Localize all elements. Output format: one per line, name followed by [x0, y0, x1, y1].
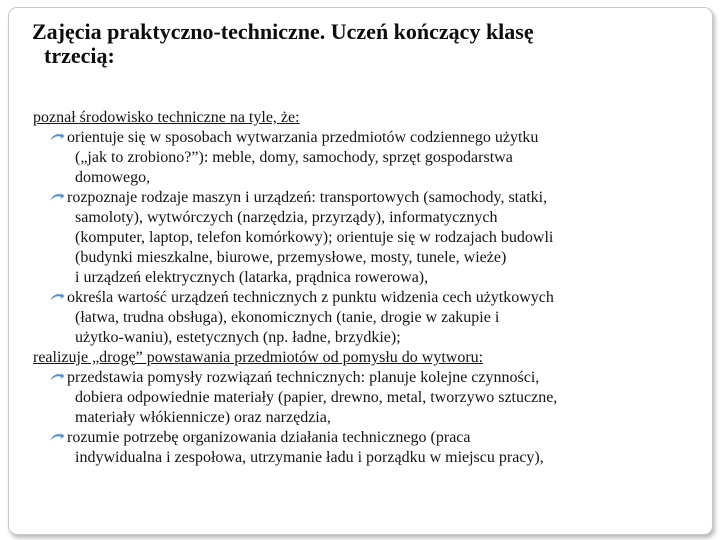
bullet-line: rozumie potrzebę organizowania działania technicznego (praca — [67, 429, 471, 446]
bullet-line: przedstawia pomysły rozwiązań technicznych: planuje kolejne czynności, — [67, 369, 540, 386]
bullet-line: rozpoznaje rodzaje maszyn i urządzeń: transportowych (samochody, statki, — [67, 189, 548, 206]
bullet-line: indywidualna i zespołowa, utrzymanie ładu i porządku w miejscu pracy), — [75, 449, 544, 466]
bullet-line: określa wartość urządzeń technicznych z punktu widzenia cech użytkowych — [67, 289, 554, 306]
bullet-item — [33, 288, 703, 348]
slide-title-line-2: trzecią: — [44, 43, 115, 68]
bullet-item — [33, 188, 703, 288]
bullet-line: (komputer, laptop, telefon komórkowy); orientuje się w rodzajach budowli — [75, 229, 554, 246]
bullet-line: domowego, — [75, 169, 151, 186]
section-heading-text: poznał środowisko techniczne na tyle, że: — [33, 109, 300, 126]
bullet-arrow-icon — [49, 192, 65, 203]
bullet-line: i urządzeń elektrycznych (latarka, prądnica rowerowa), — [75, 269, 429, 286]
bullet-line: materiały włókiennicze) oraz narzędzia, — [75, 409, 331, 426]
bullet-line: samoloty), wytwórczych (narzędzia, przyrządy), informatycznych — [75, 209, 498, 226]
bullet-item — [33, 128, 703, 188]
bullet-line: (łatwa, trudna obsługa), ekonomicznych (tanie, drogie w zakupie i — [75, 309, 500, 326]
bullet-line: (budynki mieszkalne, biurowe, przemysłowe, mosty, tunele, wieże) — [75, 249, 507, 266]
bullet-item — [33, 428, 703, 468]
bullet-line: orientuje się w sposobach wytwarzania przedmiotów codziennego użytku — [67, 129, 539, 146]
bullet-line: dobiera odpowiednie materiały (papier, drewno, metal, tworzywo sztuczne, — [75, 389, 558, 406]
bullet-item — [33, 368, 703, 428]
bullet-arrow-icon — [49, 372, 65, 383]
bullet-line: użytko-waniu), estetycznych (np. ładne, brzydkie); — [75, 329, 401, 346]
slide-title-line-1: Zajęcia praktyczno-techniczne. Uczeń kończący klasę — [32, 19, 534, 44]
slide-title — [32, 20, 692, 68]
section-heading — [33, 348, 703, 368]
section-heading-text: realizuje „drogę” powstawania przedmiotów od pomysłu do wytworu — [33, 349, 479, 366]
bullet-arrow-icon — [49, 432, 65, 443]
bullet-arrow-icon — [49, 292, 65, 303]
slide-body — [33, 108, 703, 468]
section-heading — [33, 108, 703, 128]
section-heading-suffix: : — [478, 349, 484, 366]
bullet-line: („jak to zrobiono?”): meble, domy, samochody, sprzęt gospodarstwa — [75, 149, 513, 166]
bullet-arrow-icon — [49, 132, 65, 143]
